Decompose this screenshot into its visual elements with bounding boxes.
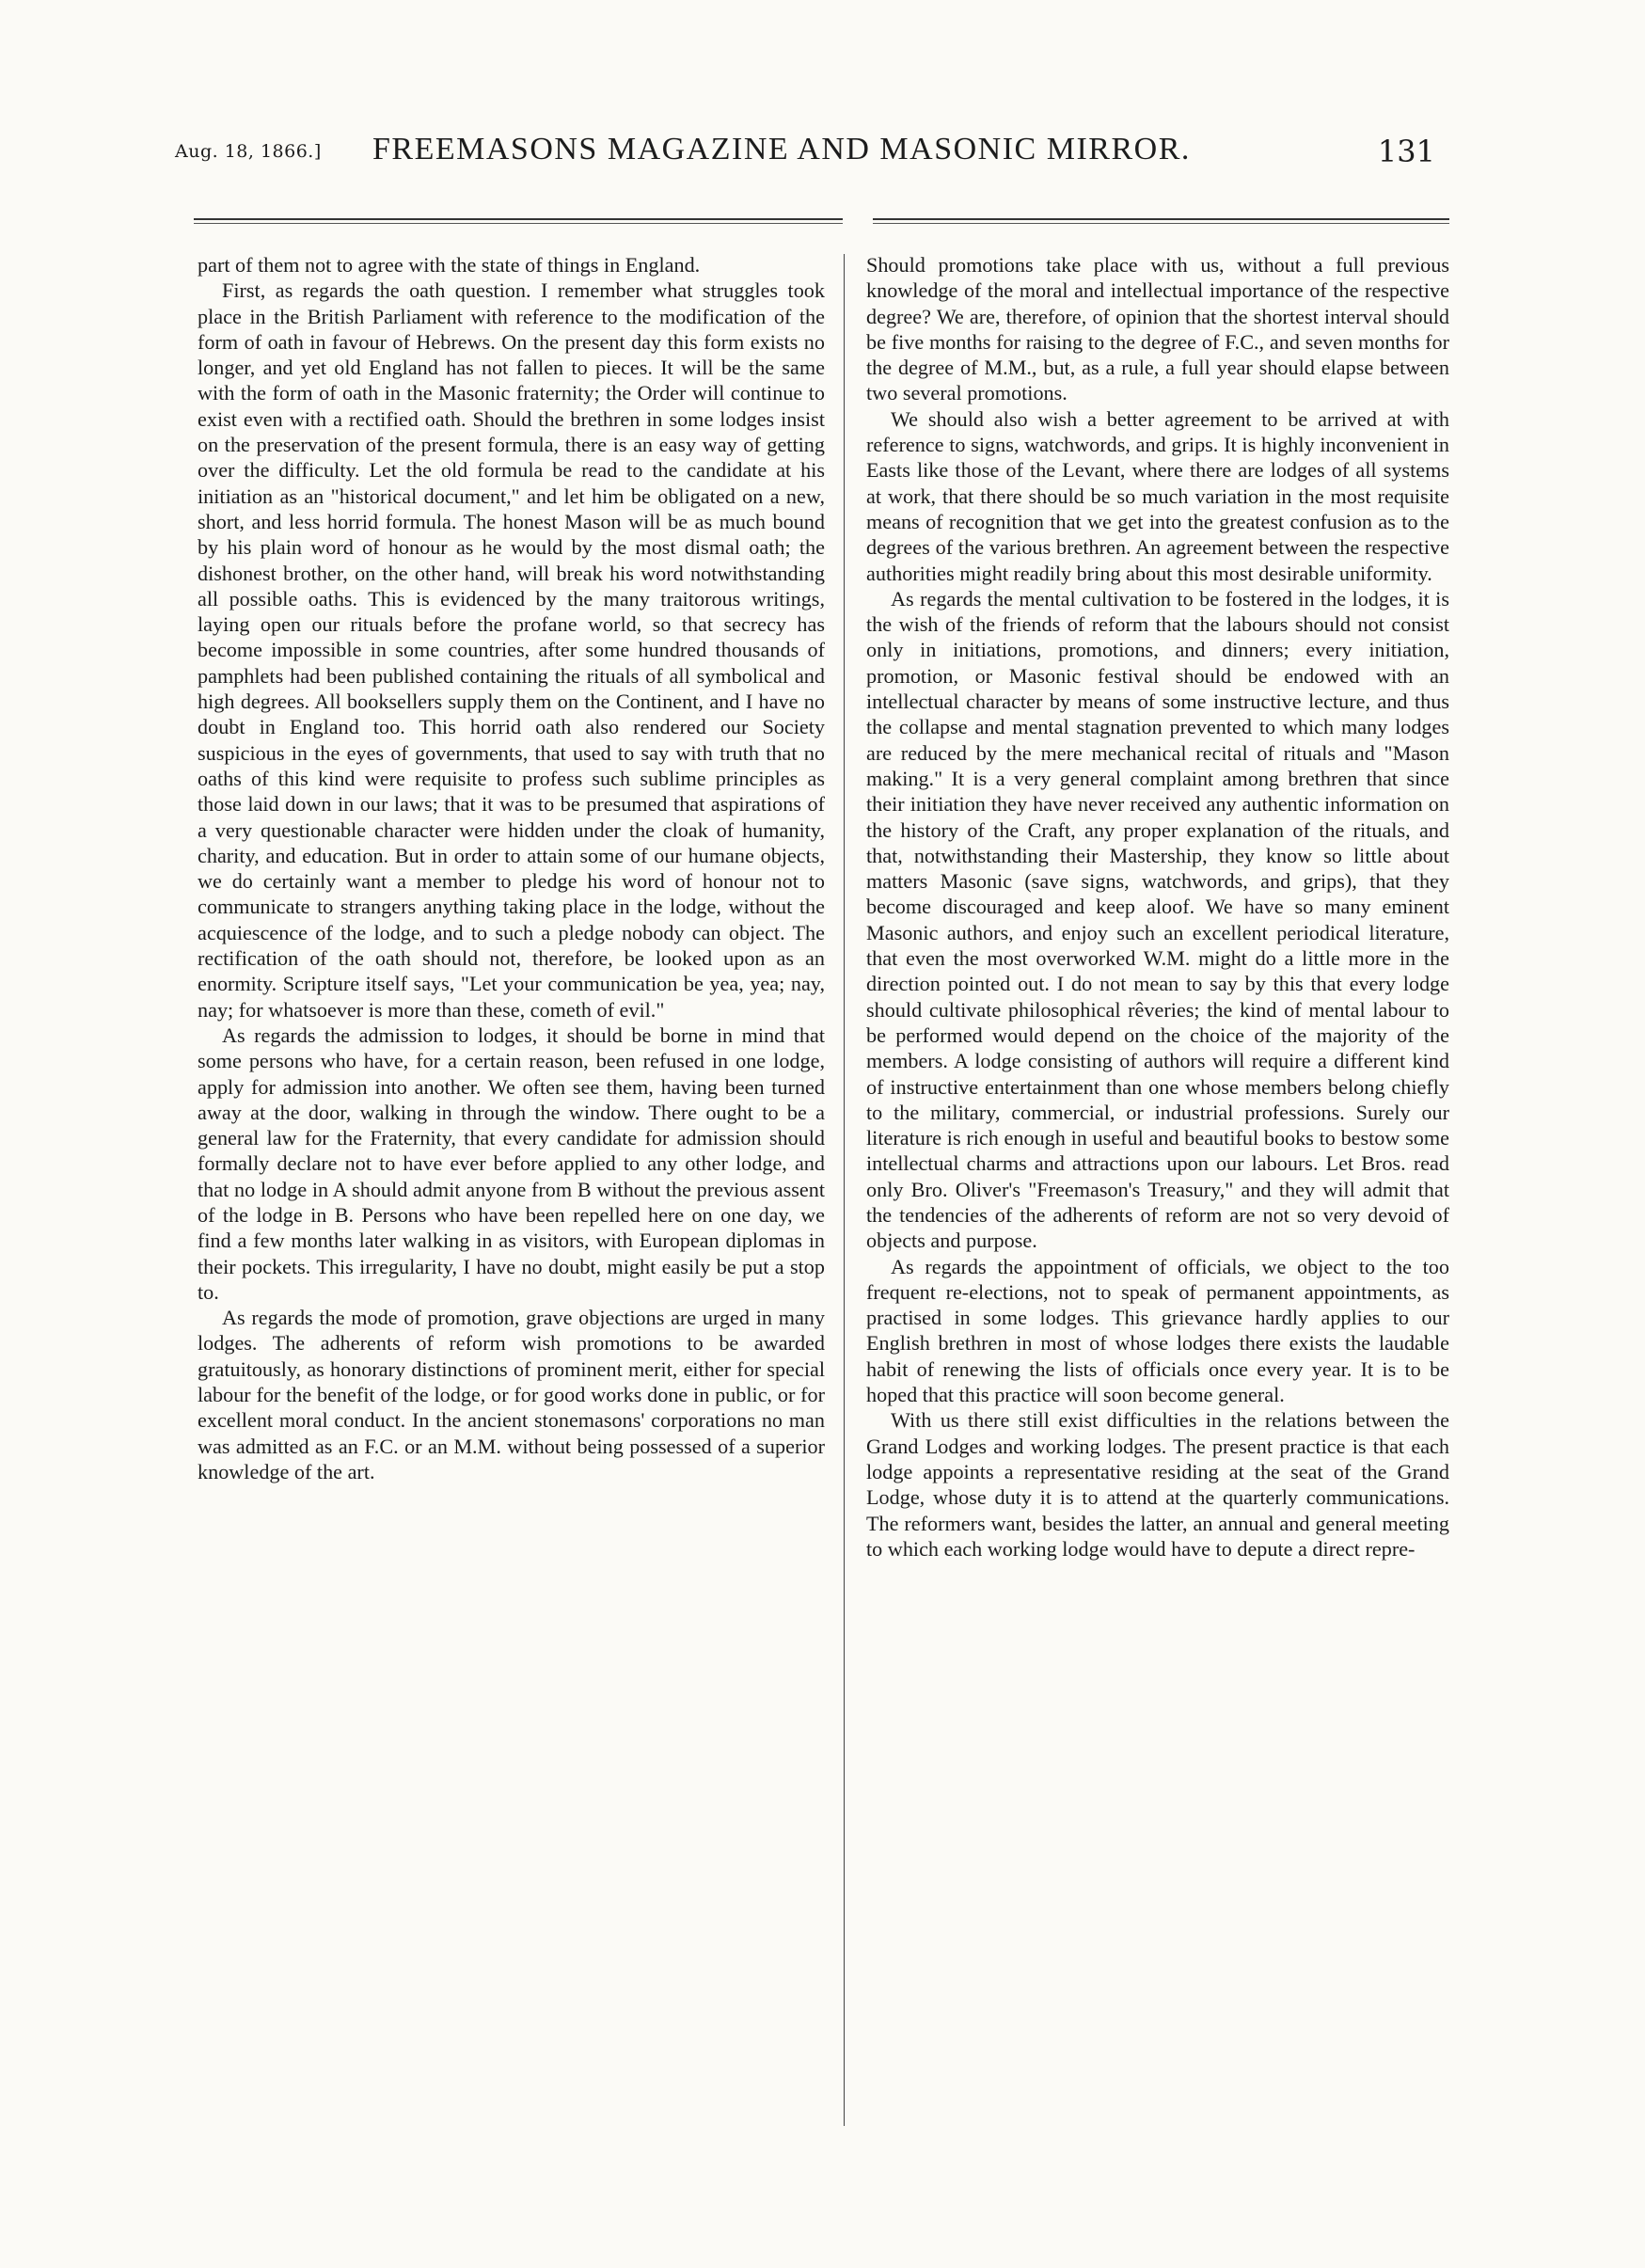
paragraph: As regards the mode of promotion, grave objections are urged in many lodges. The adherents of reform wish promotions to be awarded gratuitously, as honorary distinctions of prominent merit, either for special labour for the benefit of the lodge, or for good works done in public, or for excellent moral conduct. In the ancient stonemasons' corporations no man was admitted as an F.C. or an M.M. without being possessed of a superior knowledge of the art. — [198, 1306, 825, 1483]
left-column — [198, 252, 825, 2124]
page-number: 131 — [1377, 134, 1435, 169]
paragraph: First, as regards the oath question. I remember what struggles took place in the British Parliament with reference to the modification of the form of oath in favour of Hebrews. On the present day this form exists no longer, and yet old England has not fallen to pieces. It will be the same with the form of oath in the Masonic fraternity; the Order will continue to exist even with a rectified oath. Should the brethren in some lodges insist on the preservation of the present formula, there is an easy way of getting over the difficulty. Let the old formula be read to the candidate at his initiation as an "historical document," and let him be obligated on a new, short, and less horrid formula. The honest Mason will be as much bound by his plain word of honour as he would by the most dismal oath; the dishonest brother, on the other hand, will break his word notwithstanding all possible oaths. This is evidenced by the many traitorous writings, laying open our rituals before the profane world, so that secrecy has become impossible in some countries, after some hundred thousands of pamphlets had been published containing the rituals of all symbolical and high degrees. All booksellers supply them on the Continent, and I have no doubt in England too. This horrid oath also rendered our Society suspicious in the eyes of governments, that used to say with truth that no oaths of this kind were requisite to profess such sublime principles as those laid down in our laws; that it was to be presumed that aspirations of a very questionable character were hidden under the cloak of humanity, charity, and education. But in order to attain some of our humane objects, we do certainly want a member to pledge his word of honour not to communicate to strangers anything taking place in the lodge, without the acquiescence of the lodge, and to such a pledge nobody can object. The rectification of the oath should not, therefore, be looked upon as an enormity. Scripture itself says, "Let your communication be yea, yea; nay, nay; for whatsoever is more than these, cometh of evil." — [198, 278, 825, 1022]
paragraph: part of them not to agree with the state of things in England. — [198, 253, 701, 277]
paragraph: As regards the appointment of officials, we object to the too frequent re-elections, not to speak of permanent appointments, as practised in some lodges. This grievance hardly applies to our English brethren in most of whose lodges there exists the laudable habit of renewing the lists of officials once every year. It is to be hoped that this practice will soon become general. — [866, 1254, 1449, 1407]
header-rule-left — [194, 218, 843, 220]
paragraph: We should also wish a better agreement to be arrived at with reference to signs, watchwords, and grips. It is highly inconvenient in Easts like those of the Levant, where there are lodges of all systems at work, that there should be so much variation in the most requisite means of recognition that we get into the greatest confusion as to the degrees of the various brethren. An agreement between the respective authorities might readily bring about this most desirable uniformity. — [866, 406, 1449, 585]
header-rule-left-thin — [194, 223, 843, 224]
page-header — [175, 130, 1435, 186]
paragraph: As regards the admission to lodges, it should be borne in mind that some persons who have, for a certain reason, been refused in one lodge, apply for admission into another. We often see them, having been turned away at the door, walking in through the window. There ought to be a general law for the Fraternity, that every candidate for admission should formally declare not to have ever before applied to any other lodge, and that no lodge in A should admit anyone from B without the previous assent of the lodge in B. Persons who have been repelled here on one day, we find a few months later walking in as visitors, with European diplomas in their pockets. This irregularity, I have no doubt, might easily be put a stop to. — [198, 1023, 825, 1304]
column-divider — [844, 254, 845, 2126]
issue-date: Aug. 18, 1866.] — [175, 141, 322, 162]
magazine-title: FREEMASONS MAGAZINE AND MASONIC MIRROR. — [372, 132, 1191, 167]
paragraph: With us there still exist difficulties in the relations between the Grand Lodges and working lodges. The present practice is that each lodge appoints a representative residing at the seat of the Grand Lodge, whose duty it is to attend at the quarterly communications. The reformers want, besides the latter, an annual and general meeting to which each working lodge would have to depute a direct repre- — [866, 1408, 1449, 1561]
header-rule-right-thin — [873, 223, 1449, 224]
header-rule-right — [873, 218, 1449, 220]
right-column — [866, 252, 1449, 2124]
paragraph: Should promotions take place with us, without a full previous knowledge of the moral and intellectual importance of the respective degree? We are, therefore, of opinion that the shortest interval should be five months for raising to the degree of F.C., and seven months for the degree of M.M., but, as a rule, a full year should elapse between two several promotions. — [866, 253, 1449, 405]
paragraph: As regards the mental cultivation to be fostered in the lodges, it is the wish of the friends of reform that the labours should not consist only in initiations, promotions, and dinners; every initiation, promotion, or Masonic festival should be endowed with an intellectual character by means of some instructive lecture, and thus the collapse and mental stagnation prevented to which many lodges are reduced by the mere mechanical recital of rituals and "Mason making." It is a very general complaint among brethren that since their initiation they have never received any authentic information on the history of the Craft, any proper explanation of the rituals, and that, notwithstanding their Mastership, they know so little about matters Masonic (save signs, watchwords, and grips), that they become discouraged and keep aloof. We have so many eminent Masonic authors, and enjoy such an excellent periodical literature, that even the most overworked W.M. might do a little more in the direction pointed out. I do not mean to say by this that every lodge should cultivate philosophical rêveries; the kind of mental labour to be performed would depend on the choice of the majority of the members. A lodge consisting of authors will require a different kind of instructive entertainment than one whose members belong chiefly to the military, commercial, or industrial professions. Surely our literature is rich enough in useful and beautiful books to bestow some intellectual charms and attractions upon our labours. Let Bros. read only Bro. Oliver's "Freemason's Treasury," and they will admit that the tendencies of the adherents of reform are not so very devoid of objects and purpose. — [866, 586, 1449, 1253]
